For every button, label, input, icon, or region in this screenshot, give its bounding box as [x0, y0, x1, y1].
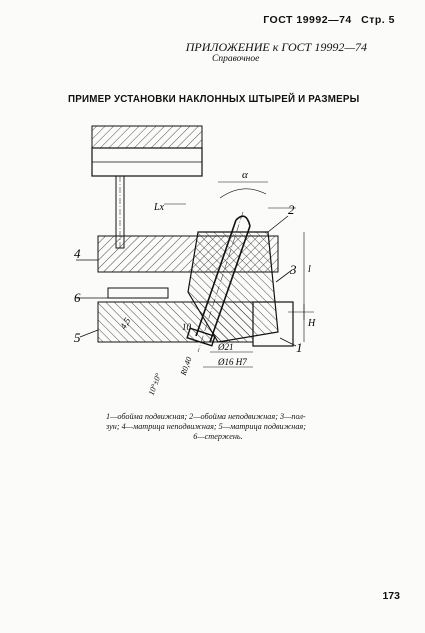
- callout-6: 6: [74, 290, 81, 305]
- standard-number: ГОСТ 19992—74: [263, 14, 352, 26]
- caption-line-2: зун; 4—матрица неподвижная; 5—матрица подвижная;: [106, 422, 306, 431]
- dim-d21: Ø21: [218, 342, 234, 352]
- dim-lx: Lx: [154, 202, 164, 213]
- callout-3: 3: [290, 262, 297, 277]
- running-header: [263, 14, 395, 26]
- callout-5: 5: [74, 330, 81, 345]
- figure-caption: [106, 412, 330, 442]
- page-ref: Стр. 5: [361, 14, 395, 26]
- caption-line-3: 6—стержень.: [193, 432, 243, 441]
- dim-chamfer: 10°±0°: [146, 372, 163, 397]
- technical-drawing: [68, 112, 348, 402]
- callout-2: 2: [288, 202, 295, 217]
- dim-alpha: α: [242, 169, 248, 181]
- caption-line-1: 1—обойма подвижная; 2—обойма неподвижная; 3—пол-: [106, 412, 306, 421]
- callout-1: 1: [296, 340, 303, 355]
- dim-r: R0,40: [178, 355, 194, 377]
- dim-10: 10: [182, 322, 191, 332]
- dim-h: H: [308, 318, 316, 329]
- dim-d16: Ø16 H7: [218, 357, 247, 367]
- top-plate: [92, 126, 202, 148]
- appendix-kind: Справочное: [212, 54, 260, 64]
- page-number: 173: [382, 590, 400, 602]
- callout-4: 4: [74, 246, 81, 261]
- appendix-title: ПРИЛОЖЕНИЕ к ГОСТ 19992—74: [185, 40, 367, 54]
- dim-l: l: [308, 264, 311, 275]
- dim-45: 4,5: [118, 315, 133, 331]
- rod: [108, 288, 168, 298]
- section-title: ПРИМЕР УСТАНОВКИ НАКЛОННЫХ ШТЫРЕЙ И РАЗМЕРЫ: [68, 94, 360, 105]
